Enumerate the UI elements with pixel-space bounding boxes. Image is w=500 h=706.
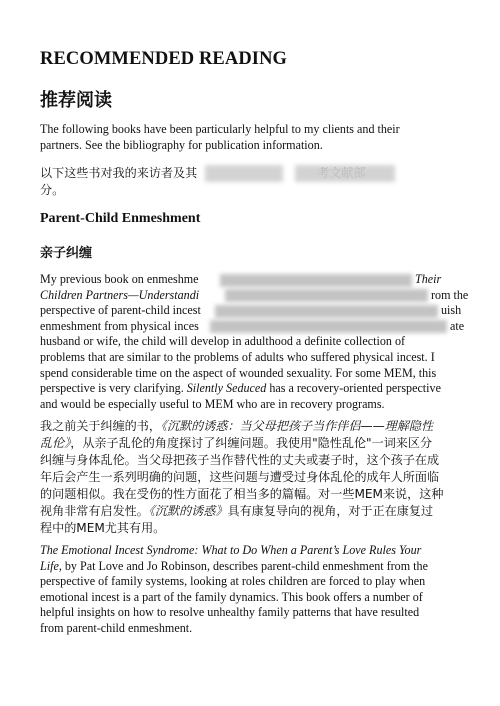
body-zh-line-5: 的问题相似。我在受伤的性方面花了相当多的篇幅。对一些MEM来说，这种	[40, 487, 444, 501]
book-title: 《沉默的诱惑：当父母把孩子当作伴侣——理解隐性	[160, 419, 434, 433]
book-title: 《沉默的诱惑》	[148, 504, 228, 518]
body-en-text: ate	[450, 318, 465, 333]
intro-line-2: partners. See the bibliography for publication information.	[40, 137, 323, 152]
body-en-line-7: spend considerable time on the aspect of wounded sexuality. For some MEM, this	[40, 365, 437, 380]
body-zh-text: ，从亲子乱伦的角度探讨了纠缠问题。我使用"隐性乱伦"一词来区分	[70, 436, 433, 450]
body-paragraph-chinese	[40, 418, 468, 537]
body-zh-line-1	[40, 418, 468, 435]
redaction-blur	[215, 305, 438, 318]
intro-zh-line-2: 分。	[40, 183, 65, 197]
body-en-text: has a recovery-oriented perspective	[266, 381, 441, 396]
book-title: Life,	[40, 558, 62, 573]
emotional-text: by Pat Love and Jo Robinson, describes parent-child enmeshment from the	[61, 558, 428, 573]
body-zh-line-6	[40, 503, 468, 520]
body-zh-line-4: 年后会产生一系列明确的问题，这些问题与遭受过身体乱伦的成年人所面临	[40, 470, 440, 484]
heading-chinese: 推荐阅读	[40, 90, 112, 111]
intro-line-1: The following books have been particularly helpful to my clients and their	[40, 122, 400, 136]
body-en-text: perspective is very clarifying.	[40, 381, 187, 396]
emotional-line-5: helpful insights on how to resolve unhealthy family patterns that have resulted	[40, 605, 420, 620]
body-zh-line-3: 纠缠与身体乱伦。当父母把孩子当作替代性的丈夫或妻子时，这个孩子在成	[40, 453, 440, 467]
body-en-line-9: and would be especially useful to MEM who are in recovery programs.	[40, 396, 385, 411]
redaction-blur	[210, 320, 447, 333]
body-en-text: rom the	[431, 287, 469, 302]
body-zh-line-2	[40, 435, 468, 452]
intro-paragraph-english	[40, 122, 468, 153]
body-en-text: enmeshment from physical inces	[40, 318, 199, 333]
section-heading-english: Parent-Child Enmeshment	[40, 211, 201, 226]
body-zh-text: 视角非常有启发性。	[40, 504, 149, 518]
heading-english: RECOMMENDED READING	[40, 49, 288, 69]
redaction-blur	[205, 165, 283, 182]
emotional-incest-paragraph	[40, 543, 468, 637]
emotional-line-2	[40, 559, 468, 575]
emotional-line-1: The Emotional Incest Syndrome: What to Do When a Parent’s Love Rules Your	[40, 543, 422, 557]
body-en-text: uish	[441, 303, 462, 318]
body-zh-text: 具有康复导向的视角，对于正在康复过	[227, 504, 434, 518]
body-zh-line-7: 程中的MEM尤其有用。	[40, 521, 166, 535]
emotional-line-3: perspective of family systems, looking at roles children are forced to play when	[40, 574, 426, 589]
body-en-line-6: problems that are similar to the problems of adults who suffered physical incest. I	[40, 349, 435, 364]
body-en-line-8	[40, 381, 468, 397]
emotional-line-6: from parent-child enmeshment.	[40, 620, 193, 635]
intro-zh-text-start: 以下这些书对我的来访者及其	[40, 166, 198, 180]
redaction-blur	[295, 165, 395, 182]
section-heading-chinese: 亲子纠缠	[40, 246, 93, 261]
body-en-text: Their	[415, 272, 442, 286]
body-zh-text: 我之前关于纠缠的书，	[40, 419, 161, 433]
book-title: 乱伦》	[40, 436, 71, 450]
body-en-line-5: husband or wife, the child will develop in adulthood a definite collection of	[40, 334, 406, 349]
book-title: Silently Seduced	[186, 381, 267, 396]
body-en-text: perspective of parent-child incest	[40, 303, 201, 318]
body-en-text: Children Partners—Understandi	[40, 287, 200, 302]
emotional-line-4: emotional incest is a part of the family dynamics. This book offers a number of	[40, 589, 423, 604]
redaction-blur	[225, 289, 428, 302]
redaction-blur	[220, 274, 412, 287]
body-en-text: My previous book on enmeshme	[40, 272, 199, 286]
